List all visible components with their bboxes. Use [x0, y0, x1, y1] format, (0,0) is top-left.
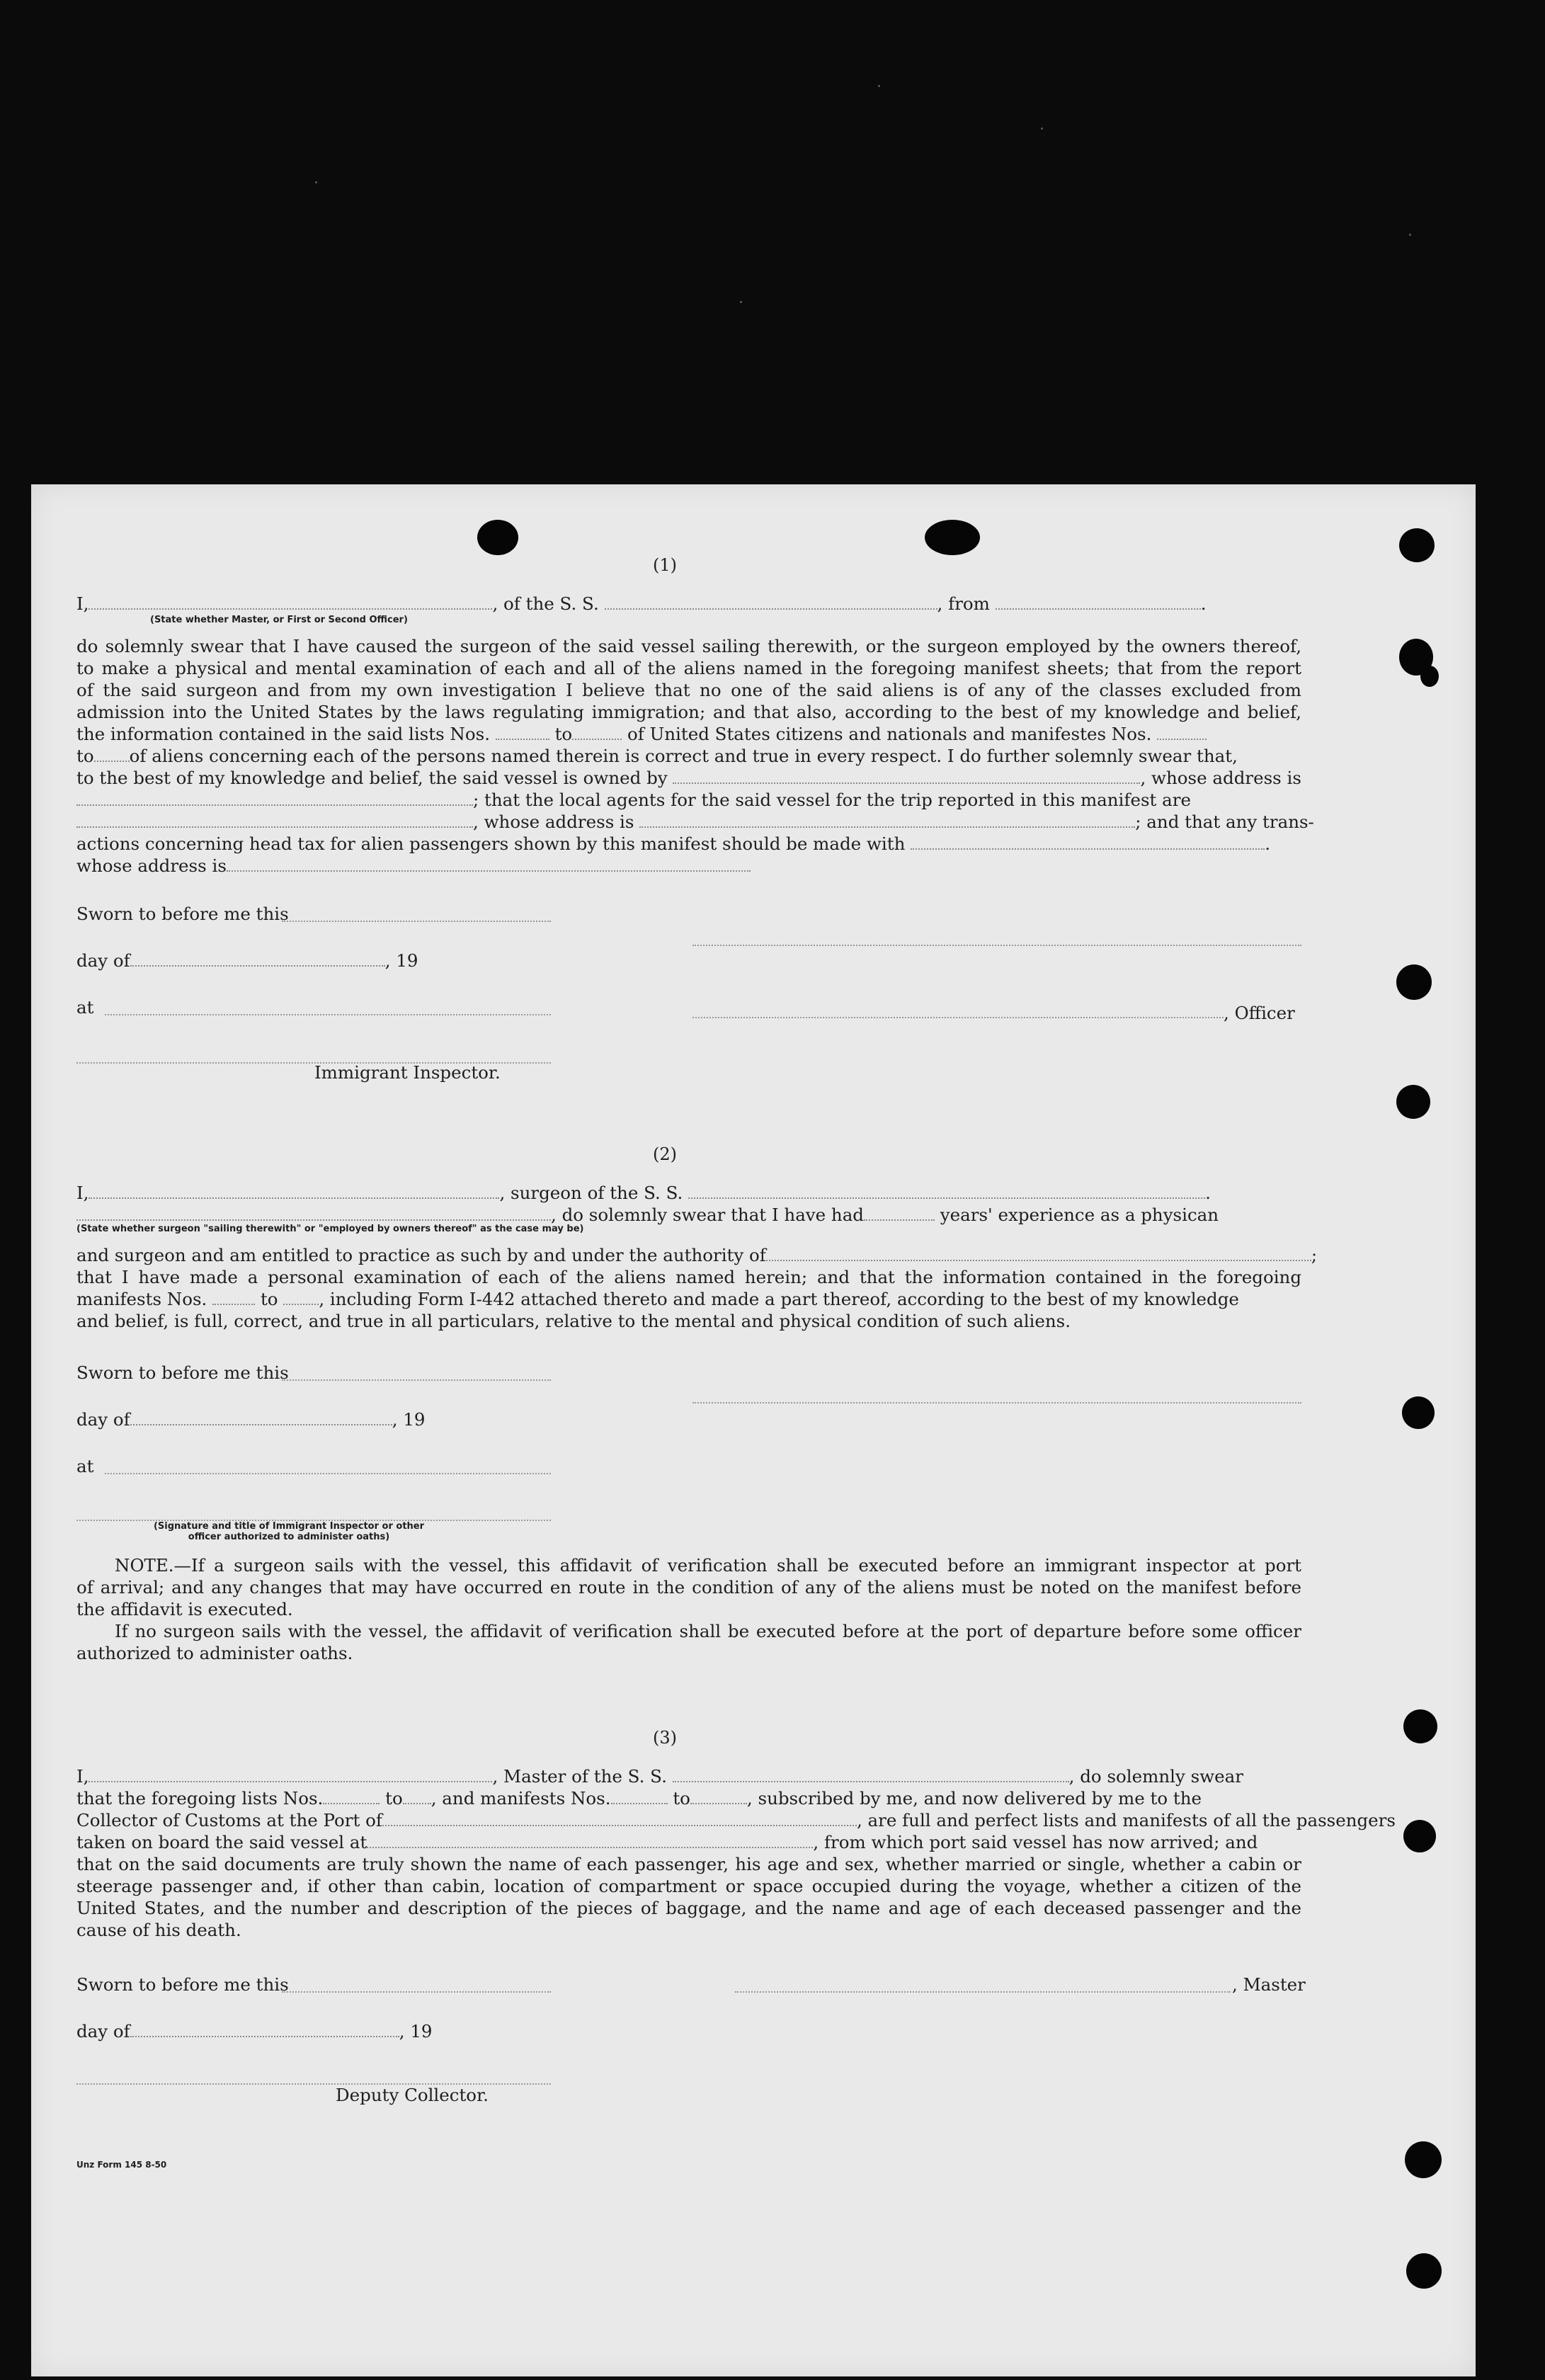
signature-line	[735, 1990, 1231, 1993]
at-label: at	[76, 997, 94, 1018]
paragraph-line: that on the said documents are truly shown the name of each passenger, his age and sex, whether married or single, whether a cabin or	[76, 1854, 1301, 1874]
sworn-label: Sworn to before me this	[76, 1974, 289, 1995]
speck	[1041, 127, 1043, 130]
note-line: of arrival; and any changes that may have occurred en route in the condition of any of the aliens must be noted on the manifest before	[76, 1577, 1301, 1598]
master-label: , Master	[1232, 1974, 1306, 1995]
form-number: Unz Form 145 8-50	[76, 2160, 167, 2170]
at-label: at	[76, 1456, 94, 1476]
line: taken on board the said vessel at , from which port said vessel has now arrived; and	[76, 1832, 1258, 1852]
line: Collector of Customs at the Port of , are full and perfect lists and manifests of all the passengers	[76, 1810, 1396, 1830]
note-line: NOTE.—If a surgeon sails with the vessel, this affidavit of verification shall be executed before an immigrant inspector at port	[115, 1555, 1301, 1576]
line: I, , Master of the S. S. , do solemnly swear	[76, 1766, 1243, 1787]
line: ; that the local agents for the said vessel for the trip reported in this manifest are	[76, 790, 1301, 810]
paragraph-line: to make a physical and mental examination of each and all of the aliens named in the foregoing manifest sheets; that from the report	[76, 658, 1301, 678]
line: , whose address is ; and that any trans-	[76, 812, 1301, 832]
note-line: authorized to administer oaths.	[76, 1643, 353, 1663]
note-line: If no surgeon sails with the vessel, the affidavit of verification shall be executed before at the port of departure before some officer	[115, 1621, 1301, 1641]
line: manifests Nos. to , including Form I-442 attached thereto and made a part thereof, according to the best of my knowledge	[76, 1289, 1239, 1309]
fill-line	[105, 1013, 551, 1015]
paragraph-line: steerage passenger and, if other than cabin, location of compartment or space occupied during the voyage, whether a citizen of the	[76, 1876, 1301, 1896]
fill-line	[105, 1471, 551, 1474]
signature-line	[692, 1015, 1224, 1018]
line: , do solemnly swear that I have had years' experience as a physican	[76, 1205, 1301, 1225]
field-note: (State whether surgeon "sailing therewith" or "employed by owners thereof" as the case may be)	[76, 1224, 584, 1234]
line: and surgeon and am entitled to practice as such by and under the authority of ;	[76, 1245, 1318, 1265]
fill-line	[282, 1990, 551, 1993]
signature-note: (Signature and title of Immigrant Inspector or other officer authorized to administer oaths)	[153, 1521, 425, 1542]
paragraph-line: of the said surgeon and from my own investigation I believe that no one of the said aliens is of any of the classes excluded from	[76, 680, 1301, 700]
line: the information contained in the said lists Nos. to of United States citizens and nationals and manifestes Nos.	[76, 724, 1301, 744]
fill-line	[282, 1378, 551, 1381]
line: to the best of my knowledge and belief, the said vessel is owned by , whose address is	[76, 768, 1301, 788]
sworn-label: Sworn to before me this	[76, 1362, 289, 1383]
sworn-label: Sworn to before me this	[76, 904, 289, 924]
punch-hole	[1396, 964, 1432, 1000]
section-number: (3)	[653, 1728, 677, 1748]
fill-line	[282, 919, 551, 922]
punch-hole	[1403, 1820, 1436, 1852]
paragraph-line: cause of his death.	[76, 1920, 241, 1940]
paragraph-line: admission into the United States by the laws regulating immigration; and that also, according to the best of my knowledge and belief,	[76, 702, 1301, 722]
day-label: day of , 19	[76, 950, 418, 971]
line: whose address is	[76, 855, 1301, 876]
punch-hole	[925, 520, 980, 555]
punch-hole	[1402, 1396, 1435, 1429]
signature-line	[692, 943, 1301, 946]
note-line: the affidavit is executed.	[76, 1599, 293, 1619]
inspector-label: Immigrant Inspector.	[314, 1062, 501, 1083]
punch-hole	[1405, 2141, 1442, 2178]
line: I, , surgeon of the S. S. .	[76, 1183, 1211, 1203]
speck	[315, 181, 317, 183]
line: I, , of the S. S. , from .	[76, 593, 1207, 614]
section-number: (1)	[653, 555, 677, 575]
field-note: (State whether Master, or First or Second Officer)	[150, 615, 408, 625]
section-number: (2)	[653, 1144, 677, 1164]
speck	[1409, 234, 1411, 236]
line: to of aliens concerning each of the persons named therein is correct and true in every respect. I do further solemnly swear that,	[76, 746, 1238, 766]
punch-hole	[1403, 1709, 1437, 1743]
signature-line	[692, 1401, 1301, 1403]
paragraph-line: do solemnly swear that I have caused the surgeon of the said vessel sailing therewith, or the surgeon employed by the owners thereof,	[76, 636, 1301, 656]
deputy-label: Deputy Collector.	[336, 2085, 489, 2105]
punch-hole	[1420, 666, 1439, 687]
day-label: day of , 19	[76, 1409, 426, 1430]
punch-hole	[477, 520, 518, 555]
speck	[740, 301, 742, 303]
speck	[878, 85, 880, 87]
paragraph-line: and belief, is full, correct, and true in all particulars, relative to the mental and physical condition of such aliens.	[76, 1311, 1071, 1331]
officer-label: , Officer	[1224, 1003, 1295, 1023]
day-label: day of , 19	[76, 2021, 433, 2042]
manifest-page	[31, 484, 1476, 2376]
line: actions concerning head tax for alien passengers shown by this manifest should be made with .	[76, 833, 1270, 854]
punch-hole	[1399, 528, 1435, 562]
punch-hole	[1396, 1085, 1430, 1119]
paragraph-line: that I have made a personal examination of each of the aliens named herein; and that the information contained in the foregoing	[76, 1267, 1301, 1287]
line: that the foregoing lists Nos. to , and manifests Nos. to , subscribed by me, and now delivered by me to the	[76, 1788, 1202, 1809]
punch-hole	[1406, 2253, 1442, 2289]
paragraph-line: United States, and the number and description of the pieces of baggage, and the name and age of each deceased passenger and the	[76, 1898, 1301, 1918]
